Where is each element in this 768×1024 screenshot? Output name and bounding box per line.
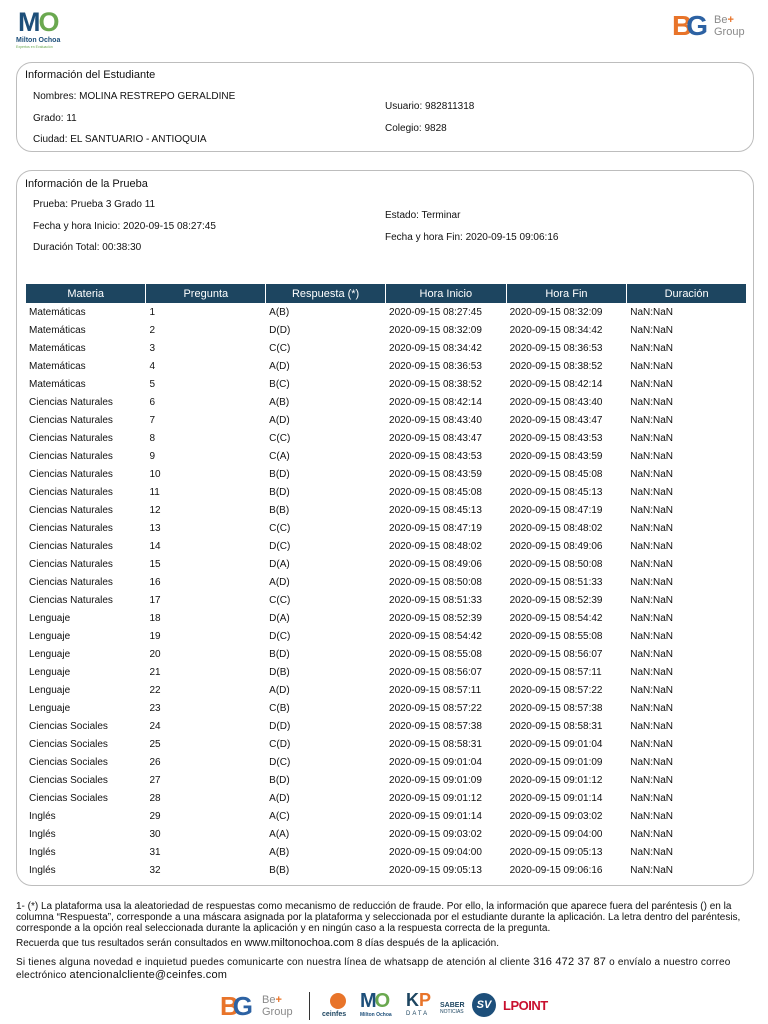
partner-logo-be-group-mark: BG — [220, 991, 248, 1021]
milton-ochoa-logo-name: Milton Ochoa — [16, 37, 61, 44]
cell-duracion: NaN:NaN — [630, 828, 674, 840]
cell-hora-fin: 2020-09-15 08:52:39 — [509, 594, 603, 606]
table-row — [26, 339, 746, 357]
table-row — [26, 591, 746, 609]
cell-duracion: NaN:NaN — [630, 378, 674, 390]
table-row — [26, 537, 746, 555]
cell-pregunta: 8 — [149, 432, 155, 444]
cell-hora-fin: 2020-09-15 08:56:07 — [509, 648, 603, 660]
results-reminder-post: 8 días después de la aplicación. — [353, 938, 500, 949]
cell-duracion: NaN:NaN — [630, 576, 674, 588]
cell-respuesta: A(C) — [269, 810, 290, 822]
cell-hora-inicio: 2020-09-15 08:34:42 — [389, 342, 482, 354]
sv-mark: SV — [472, 993, 496, 1017]
cell-hora-inicio: 2020-09-15 09:01:04 — [389, 756, 482, 768]
cell-respuesta: A(B) — [269, 846, 290, 858]
partner-logo-be-group-text: Be+ Group — [262, 994, 293, 1018]
cell-hora-fin: 2020-09-15 08:54:42 — [509, 612, 603, 624]
results-reminder-pre: Recuerda que tus resultados serán consultados en — [16, 938, 245, 949]
saber-subtitle: NOTICIAS — [440, 1009, 464, 1015]
cell-hora-fin: 2020-09-15 08:48:02 — [509, 522, 603, 534]
partner-logos — [0, 990, 768, 1024]
cell-pregunta: 17 — [149, 594, 161, 606]
contact-note — [16, 956, 754, 982]
column-header-respuesta: Respuesta (*) — [266, 284, 385, 303]
partner-logo-saber-noticias — [440, 990, 470, 1022]
cell-materia: Ciencias Sociales — [29, 738, 108, 750]
cell-materia: Ciencias Sociales — [29, 756, 108, 768]
cell-hora-fin: 2020-09-15 08:57:22 — [509, 684, 603, 696]
cell-hora-fin: 2020-09-15 08:55:08 — [509, 630, 603, 642]
cell-pregunta: 25 — [149, 738, 161, 750]
cell-pregunta: 4 — [149, 360, 155, 372]
cell-materia: Ciencias Naturales — [29, 594, 113, 606]
cell-respuesta: D(C) — [269, 630, 291, 642]
saber-wordmark: SABER — [440, 1002, 465, 1009]
cell-pregunta: 32 — [149, 864, 161, 876]
cell-respuesta: B(B) — [269, 504, 290, 516]
cell-hora-fin: 2020-09-15 08:58:31 — [509, 720, 603, 732]
cell-materia: Ciencias Naturales — [29, 432, 113, 444]
cell-pregunta: 21 — [149, 666, 161, 678]
table-row — [26, 825, 746, 843]
student-user: Usuario: 982811318 — [385, 101, 475, 112]
cell-respuesta: C(B) — [269, 702, 290, 714]
cell-duracion: NaN:NaN — [630, 684, 674, 696]
cell-respuesta: D(C) — [269, 756, 291, 768]
cell-materia: Matemáticas — [29, 360, 86, 372]
cell-hora-inicio: 2020-09-15 08:43:59 — [389, 468, 482, 480]
cell-respuesta: D(D) — [269, 720, 291, 732]
cell-materia: Matemáticas — [29, 342, 86, 354]
cell-duracion: NaN:NaN — [630, 648, 674, 660]
cell-hora-fin: 2020-09-15 09:03:02 — [509, 810, 603, 822]
cell-duracion: NaN:NaN — [630, 864, 674, 876]
cell-respuesta: C(C) — [269, 432, 291, 444]
cell-hora-fin: 2020-09-15 08:51:33 — [509, 576, 603, 588]
partner-logo-milton-ochoa-name: Milton Ochoa — [360, 1012, 392, 1018]
cell-materia: Inglés — [29, 828, 56, 840]
cell-pregunta: 13 — [149, 522, 161, 534]
cell-duracion: NaN:NaN — [630, 756, 674, 768]
partner-logo-be-group — [220, 990, 300, 1022]
answers-table-header-row — [26, 284, 746, 303]
test-info-card — [16, 170, 754, 886]
cell-hora-fin: 2020-09-15 08:32:09 — [509, 306, 603, 318]
partner-logos-divider — [309, 992, 310, 1020]
cell-respuesta: A(A) — [269, 828, 290, 840]
partner-logo-milton-ochoa-mark: MO — [360, 990, 389, 1012]
be-group-logo-text: Be+ Group — [714, 14, 745, 38]
cell-hora-inicio: 2020-09-15 08:57:38 — [389, 720, 482, 732]
cell-pregunta: 5 — [149, 378, 155, 390]
cell-hora-fin: 2020-09-15 09:04:00 — [509, 828, 603, 840]
contact-note-pre: Si tienes alguna novedad e inquietud puedes comunicarte con nuestra línea de whatsapp de atención al cliente — [16, 957, 534, 968]
cell-materia: Ciencias Naturales — [29, 414, 113, 426]
cell-duracion: NaN:NaN — [630, 792, 674, 804]
cell-respuesta: A(D) — [269, 414, 290, 426]
test-end: Fecha y hora Fin: 2020-09-15 09:06:16 — [385, 232, 559, 243]
student-name: Nombres: MOLINA RESTREPO GERALDINE — [33, 91, 236, 102]
table-row — [26, 627, 746, 645]
cell-respuesta: A(D) — [269, 684, 290, 696]
table-row — [26, 501, 746, 519]
cell-hora-inicio: 2020-09-15 08:43:47 — [389, 432, 482, 444]
cell-pregunta: 10 — [149, 468, 161, 480]
cell-respuesta: D(D) — [269, 324, 291, 336]
cell-hora-inicio: 2020-09-15 08:48:02 — [389, 540, 482, 552]
test-name: Prueba: Prueba 3 Grado 11 — [33, 199, 156, 210]
be-group-logo — [672, 10, 752, 44]
cell-pregunta: 30 — [149, 828, 161, 840]
table-row — [26, 357, 746, 375]
cell-pregunta: 22 — [149, 684, 161, 696]
cell-pregunta: 12 — [149, 504, 161, 516]
cell-hora-fin: 2020-09-15 08:45:13 — [509, 486, 603, 498]
cell-materia: Ciencias Naturales — [29, 522, 113, 534]
table-row — [26, 555, 746, 573]
partner-logo-sv — [472, 990, 498, 1022]
fraud-note: 1- (*) La plataforma usa la aleatoriedad de respuestas como mecanismo de reducción de fraude. Por ello, la información que aparece fuera del paréntesis () en la columna “Respuesta”, corresponde a una máscara asignada por la plataforma y seleccionada por el estudiante durante la aplicación. La letra dentro del paréntesis, corresponde a la opción real seleccionada durante la aplicación y en ningún caso a la respuesta correcta de la pregunta. — [16, 901, 741, 934]
cell-hora-fin: 2020-09-15 08:42:14 — [509, 378, 603, 390]
cell-respuesta: D(A) — [269, 612, 290, 624]
cell-pregunta: 9 — [149, 450, 155, 462]
page-header — [0, 0, 768, 56]
cell-hora-inicio: 2020-09-15 09:01:12 — [389, 792, 482, 804]
cell-respuesta: B(D) — [269, 486, 290, 498]
cell-hora-fin: 2020-09-15 08:34:42 — [509, 324, 603, 336]
cell-hora-inicio: 2020-09-15 08:38:52 — [389, 378, 482, 390]
cell-materia: Ciencias Naturales — [29, 540, 113, 552]
cell-respuesta: A(D) — [269, 360, 290, 372]
milton-ochoa-logo-tagline: Expertos en Evaluación — [16, 45, 53, 49]
column-header-hora-fin: Hora Fin — [507, 284, 627, 303]
column-header-hora-inicio: Hora Inicio — [386, 284, 506, 303]
cell-pregunta: 28 — [149, 792, 161, 804]
cell-respuesta: A(B) — [269, 306, 290, 318]
cell-duracion: NaN:NaN — [630, 522, 674, 534]
table-row — [26, 681, 746, 699]
cell-respuesta: B(D) — [269, 468, 290, 480]
cell-pregunta: 27 — [149, 774, 161, 786]
cell-duracion: NaN:NaN — [630, 720, 674, 732]
cell-materia: Ciencias Naturales — [29, 504, 113, 516]
cell-duracion: NaN:NaN — [630, 324, 674, 336]
cell-respuesta: C(D) — [269, 738, 291, 750]
table-row — [26, 717, 746, 735]
cell-respuesta: C(C) — [269, 342, 291, 354]
cell-duracion: NaN:NaN — [630, 306, 674, 318]
cell-hora-fin: 2020-09-15 08:57:11 — [509, 666, 602, 678]
table-row — [26, 735, 746, 753]
cell-hora-inicio: 2020-09-15 08:50:08 — [389, 576, 482, 588]
cell-duracion: NaN:NaN — [630, 702, 674, 714]
cell-materia: Matemáticas — [29, 306, 86, 318]
cell-materia: Inglés — [29, 864, 56, 876]
cell-pregunta: 19 — [149, 630, 161, 642]
cell-hora-inicio: 2020-09-15 08:57:22 — [389, 702, 482, 714]
cell-hora-fin: 2020-09-15 08:45:08 — [509, 468, 603, 480]
table-row — [26, 771, 746, 789]
cell-pregunta: 11 — [149, 486, 160, 498]
cell-duracion: NaN:NaN — [630, 486, 674, 498]
cell-respuesta: D(B) — [269, 666, 290, 678]
cell-duracion: NaN:NaN — [630, 594, 674, 606]
test-duration: Duración Total: 00:38:30 — [33, 242, 142, 253]
cell-hora-inicio: 2020-09-15 08:43:53 — [389, 450, 482, 462]
cell-pregunta: 29 — [149, 810, 161, 822]
cell-hora-fin: 2020-09-15 08:43:47 — [509, 414, 603, 426]
test-info-title: Información de la Prueba — [25, 178, 148, 190]
cell-respuesta: A(D) — [269, 576, 290, 588]
table-row — [26, 843, 746, 861]
cell-hora-inicio: 2020-09-15 09:01:09 — [389, 774, 482, 786]
cell-hora-inicio: 2020-09-15 08:51:33 — [389, 594, 482, 606]
cell-hora-inicio: 2020-09-15 08:54:42 — [389, 630, 482, 642]
cell-hora-fin: 2020-09-15 08:43:59 — [509, 450, 603, 462]
table-row — [26, 789, 746, 807]
kp-wordmark: DATA — [406, 1011, 430, 1017]
table-row — [26, 303, 746, 321]
cell-materia: Lenguaje — [29, 702, 71, 714]
cell-pregunta: 26 — [149, 756, 161, 768]
cell-materia: Lenguaje — [29, 684, 71, 696]
cell-hora-fin: 2020-09-15 08:43:53 — [509, 432, 603, 444]
cell-duracion: NaN:NaN — [630, 396, 674, 408]
cell-duracion: NaN:NaN — [630, 846, 674, 858]
cell-pregunta: 6 — [149, 396, 155, 408]
table-row — [26, 699, 746, 717]
results-site-link[interactable]: www.miltonochoa.com — [244, 937, 354, 949]
ceinfes-wordmark: ceinfes — [322, 1011, 347, 1018]
ceinfes-mark-icon — [330, 993, 346, 1009]
cell-duracion: NaN:NaN — [630, 630, 674, 642]
cell-pregunta: 7 — [149, 414, 155, 426]
cell-hora-fin: 2020-09-15 09:01:09 — [509, 756, 603, 768]
cell-materia: Ciencias Sociales — [29, 720, 108, 732]
cell-respuesta: B(D) — [269, 774, 290, 786]
cell-materia: Ciencias Naturales — [29, 576, 113, 588]
cell-pregunta: 15 — [149, 558, 161, 570]
cell-duracion: NaN:NaN — [630, 432, 674, 444]
partner-logo-milton-ochoa — [360, 990, 400, 1022]
table-row — [26, 663, 746, 681]
cell-pregunta: 2 — [149, 324, 155, 336]
cell-materia: Lenguaje — [29, 630, 71, 642]
cell-duracion: NaN:NaN — [630, 774, 674, 786]
partner-logo-kp-data — [406, 990, 436, 1022]
cell-duracion: NaN:NaN — [630, 450, 674, 462]
cell-duracion: NaN:NaN — [630, 540, 674, 552]
table-row — [26, 573, 746, 591]
table-row — [26, 753, 746, 771]
cell-respuesta: B(C) — [269, 378, 290, 390]
cell-hora-inicio: 2020-09-15 08:52:39 — [389, 612, 482, 624]
cell-hora-fin: 2020-09-15 08:49:06 — [509, 540, 603, 552]
cell-pregunta: 16 — [149, 576, 161, 588]
cell-pregunta: 14 — [149, 540, 161, 552]
cell-hora-inicio: 2020-09-15 08:32:09 — [389, 324, 482, 336]
cell-hora-fin: 2020-09-15 08:50:08 — [509, 558, 603, 570]
cell-duracion: NaN:NaN — [630, 558, 674, 570]
cell-hora-inicio: 2020-09-15 09:04:00 — [389, 846, 482, 858]
answers-table — [25, 284, 747, 879]
student-info-title: Información del Estudiante — [25, 69, 156, 81]
cell-materia: Ciencias Naturales — [29, 396, 113, 408]
cell-hora-inicio: 2020-09-15 09:01:14 — [389, 810, 482, 822]
cell-duracion: NaN:NaN — [630, 612, 674, 624]
test-status: Estado: Terminar — [385, 210, 461, 221]
cell-duracion: NaN:NaN — [630, 504, 674, 516]
cell-materia: Ciencias Naturales — [29, 468, 113, 480]
table-row — [26, 411, 746, 429]
table-row — [26, 447, 746, 465]
cell-hora-inicio: 2020-09-15 08:43:40 — [389, 414, 482, 426]
table-row — [26, 429, 746, 447]
cell-materia: Matemáticas — [29, 324, 86, 336]
cell-hora-inicio: 2020-09-15 08:56:07 — [389, 666, 482, 678]
cell-duracion: NaN:NaN — [630, 666, 674, 678]
table-row — [26, 375, 746, 393]
contact-note-mid: o envíalo a nuestro correo electrónico — [16, 957, 731, 981]
cell-hora-inicio: 2020-09-15 08:42:14 — [389, 396, 482, 408]
table-row — [26, 465, 746, 483]
milton-ochoa-logo-mark: MO — [18, 7, 58, 37]
cell-hora-fin: 2020-09-15 08:43:40 — [509, 396, 603, 408]
table-row — [26, 483, 746, 501]
table-row — [26, 609, 746, 627]
table-row — [26, 519, 746, 537]
cell-duracion: NaN:NaN — [630, 468, 674, 480]
cell-hora-inicio: 2020-09-15 09:05:13 — [389, 864, 482, 876]
cell-materia: Inglés — [29, 810, 56, 822]
cell-materia: Lenguaje — [29, 666, 71, 678]
partner-logo-ceinfes — [322, 990, 354, 1022]
table-row — [26, 393, 746, 411]
cell-materia: Lenguaje — [29, 612, 71, 624]
cell-hora-inicio: 2020-09-15 08:55:08 — [389, 648, 482, 660]
cell-materia: Ciencias Naturales — [29, 486, 113, 498]
cell-respuesta: B(D) — [269, 648, 290, 660]
cell-duracion: NaN:NaN — [630, 342, 674, 354]
cell-hora-fin: 2020-09-15 08:47:19 — [509, 504, 603, 516]
cell-hora-inicio: 2020-09-15 08:57:11 — [389, 684, 482, 696]
cell-hora-inicio: 2020-09-15 09:03:02 — [389, 828, 482, 840]
cell-respuesta: A(B) — [269, 396, 290, 408]
cell-hora-fin: 2020-09-15 08:36:53 — [509, 342, 603, 354]
cell-pregunta: 3 — [149, 342, 155, 354]
lpoint-wordmark: LPOINT — [503, 998, 548, 1013]
results-reminder — [16, 938, 754, 949]
cell-pregunta: 31 — [149, 846, 161, 858]
cell-materia: Ciencias Sociales — [29, 774, 108, 786]
cell-materia: Ciencias Sociales — [29, 792, 108, 804]
cell-pregunta: 20 — [149, 648, 161, 660]
table-row — [26, 645, 746, 663]
cell-respuesta: B(B) — [269, 864, 290, 876]
cell-duracion: NaN:NaN — [630, 810, 674, 822]
cell-hora-inicio: 2020-09-15 08:27:45 — [389, 306, 482, 318]
column-header-pregunta: Pregunta — [146, 284, 265, 303]
cell-materia: Inglés — [29, 846, 56, 858]
cell-duracion: NaN:NaN — [630, 738, 674, 750]
cell-hora-inicio: 2020-09-15 08:45:13 — [389, 504, 482, 516]
cell-hora-fin: 2020-09-15 09:01:04 — [509, 738, 603, 750]
cell-duracion: NaN:NaN — [630, 414, 674, 426]
cell-materia: Ciencias Naturales — [29, 558, 113, 570]
answers-table-body — [26, 303, 746, 879]
table-row — [26, 807, 746, 825]
table-row — [26, 861, 746, 879]
test-start: Fecha y hora Inicio: 2020-09-15 08:27:45 — [33, 221, 216, 232]
student-grade: Grado: 11 — [33, 113, 77, 124]
support-email-link[interactable]: atencionalcliente@ceinfes.com — [69, 969, 228, 981]
cell-hora-fin: 2020-09-15 08:38:52 — [509, 360, 603, 372]
cell-pregunta: 24 — [149, 720, 161, 732]
be-group-logo-mark: BG — [672, 10, 703, 41]
cell-hora-inicio: 2020-09-15 08:45:08 — [389, 486, 482, 498]
cell-hora-fin: 2020-09-15 09:01:12 — [509, 774, 603, 786]
cell-hora-fin: 2020-09-15 09:06:16 — [509, 864, 603, 876]
student-info-card — [16, 62, 754, 152]
cell-respuesta: C(C) — [269, 522, 291, 534]
cell-hora-inicio: 2020-09-15 08:36:53 — [389, 360, 482, 372]
table-row — [26, 321, 746, 339]
student-city: Ciudad: EL SANTUARIO - ANTIOQUIA — [33, 134, 207, 145]
cell-respuesta: D(A) — [269, 558, 290, 570]
milton-ochoa-logo — [16, 8, 74, 48]
cell-hora-fin: 2020-09-15 09:01:14 — [509, 792, 603, 804]
cell-hora-fin: 2020-09-15 08:57:38 — [509, 702, 603, 714]
kp-mark: KP — [406, 990, 432, 1010]
column-header-duracion: Duración — [627, 284, 746, 303]
whatsapp-phone: 316 472 37 87 — [533, 956, 607, 968]
partner-logo-lpoint — [503, 990, 559, 1022]
cell-respuesta: C(A) — [269, 450, 290, 462]
student-school: Colegio: 9828 — [385, 123, 447, 134]
cell-respuesta: A(D) — [269, 792, 290, 804]
cell-pregunta: 1 — [149, 306, 155, 318]
cell-respuesta: C(C) — [269, 594, 291, 606]
cell-pregunta: 23 — [149, 702, 161, 714]
cell-pregunta: 18 — [149, 612, 161, 624]
column-header-materia: Materia — [26, 284, 145, 303]
cell-hora-fin: 2020-09-15 09:05:13 — [509, 846, 603, 858]
cell-respuesta: D(C) — [269, 540, 291, 552]
cell-hora-inicio: 2020-09-15 08:47:19 — [389, 522, 482, 534]
cell-hora-inicio: 2020-09-15 08:58:31 — [389, 738, 482, 750]
cell-materia: Matemáticas — [29, 378, 86, 390]
cell-hora-inicio: 2020-09-15 08:49:06 — [389, 558, 482, 570]
cell-materia: Lenguaje — [29, 648, 71, 660]
cell-materia: Ciencias Naturales — [29, 450, 113, 462]
cell-duracion: NaN:NaN — [630, 360, 674, 372]
